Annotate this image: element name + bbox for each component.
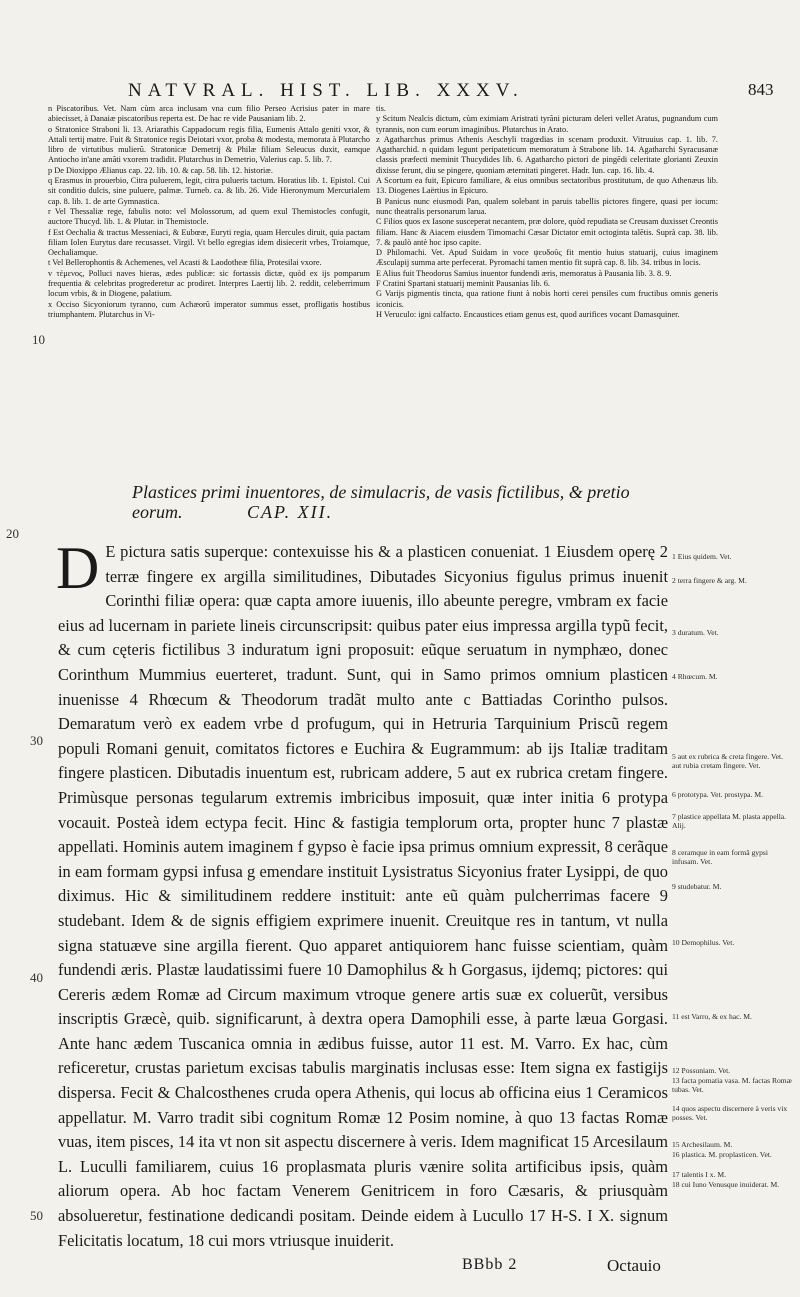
margin-note: 7 plastice appellata M. plasta appella. Alij.: [672, 812, 787, 830]
margin-note: 15 Archesilaum. M.: [672, 1140, 733, 1149]
margin-note: 6 prototypa. Vet. prostypa. M.: [672, 790, 763, 799]
line-number: 40: [30, 970, 43, 985]
note: x Occiso Sicyoniorum tyranno, cum Achæorũ imperator summus esset, profligatis hostibus triumphantem. Plutarchus in Vi-: [48, 299, 370, 319]
note: D Philomachi. Vet. Apud Suidam in voce ψευδοῦς fit mentio huius statuarij, cuius imaginem Æsculapij summa arte perfecerat. Pyromachi tamen mentio fit suprà cap. 8. lib. 34. tribus in locis.: [376, 248, 718, 268]
page-number: 843: [748, 80, 774, 99]
line-number: 10: [32, 332, 45, 347]
line-number: 50: [30, 1208, 43, 1223]
main-text: [56, 535, 668, 1253]
note: n Piscatoribus. Vet. Nam cùm arca inclusam vna cum filio Perseo Acrisius pater in mare abiecisset, à Danaiæ piscatoribus reperta est. De hac re vide Pausaniam lib. 2.: [48, 104, 370, 124]
note: z Agatharchus primus Athenis Aeschyli tragœdias in scenam produxit. Vitruuius cap. 1. lib. 7. Agatharchid. n quidam legunt peripateticum memoratum à Strabone lib. 14. Agatharchi Syracusanæ classis præfecti meminit Thucydides lib. 6. Agatharcho pictori de pingēdi celeritate glorianti Zeuxin dixisse ferunt, diu se pingere, quoniam æternitati pingeret. Hadr. Iun. cap. 16. lib. 4.: [376, 134, 718, 175]
note: f Est Oechalia & tractus Messeniaci, & Eubœæ, Euryti regia, quam Hercules diruit, quia pactam filiam Iolen Eurytus dare recusasset. Virgil. Vt bello egregias idem disiecerit vrbes, Troiamque, Oechaliamque.: [48, 227, 370, 258]
note: B Panicus nunc eiusmodi Pan, qualem solebant in paruis tabellis pictores fingere, quasi per iocum: nunc theatralis personarum larua.: [376, 196, 718, 216]
body-text: E pictura satis superque: contexuisse his & a plasticen conueniat. 1 Eiusdem operę 2 terræ fingere ex argilla similitudines, Dibutades Sicyonius figulus primus inuenit Corinthi filiæ opera: quæ capta amore iuuenis, illo abeunte peregre, vmbram ex facie eius ad lucernam in pariete lineis circunscripsit: quibus pater eius impressa argilla typũ fecit, & cum cęteris fictilibus 3 induratum igni proposuit: eũque seruatum in nymphæo, donec Corinthum Mummius euerteret, tradunt. Sunt, qui in Samo primos omnium plasticen inuenisse 4 Rhœcum & Theodorum tradãt multo ante c Battiadas Corintho pulsos. Demaratum verò ex eadem vrbe d profugum, qui in Hetruria Tarquinium Priscũ regem populi Romani genuit, comitatos fictores e Euchira & Eugrammum: ab ijs Italiæ traditam fingere plasticen. Dibutadis inuentum est, rubricam addere, 5 aut ex rubrica cretam fingere. Primùsque personas tegularum extremis imbricibus imposuit, quæ inter initia 6 protypa vocauit. Posteà idem ectypa fecit. Hinc & fastigia templorum orta, propter hunc 7 plastæ appellati. Hominis autem imaginem f gypso è facie ipsa primus omnium expressit, 8 cerãque in eam formam gypsi infusa g emendare instituit Lysistratus Sicyonius frater Lysippi, de quo diximus. Hic & similitudinem reddere instituit: ante eũ quàm pulcherrimas facere 9 studebant. Idem & de signis effigiem exprimere inuenit. Creuitque res in tantum, vt nulla signa statuæve sine argilla fierent. Quo apparet antiquiorem hanc fuisse scientiam, quàm fundendi æris. Plastæ laudatissimi fuere 10 Damophilus & h Gorgasus, ijdemq; pictores: qui Cereris ædem Romæ ad Circum maximum vtroque genere artis suæ ex coluerũt, versibus inscriptis Græcè, quib. significarunt, à dextra opera Damophili esse, à parte læua Gorgasi. Ante hanc ædem Tuscanica omnia in ædibus fuisse, autor 11 est. M. Varro. Ex hac, cùm reficeretur, crustas parietum excisas tabulis marginatis inclusas esse: Item signa ex fastigijs dispersa. Fecit & Chalcosthenes cruda opera Athenis, qui locus ab officina eius 1 Ceramicos appellatur. M. Varro tradit sibi cognitum Romæ 12 Posim nomine, à quo 13 factas Romæ vuas, item pisces, 14 ita vt non sit aspectu discernere à veris. Idem magnificat 15 Arcesilaum L. Luculli familiarem, cuius 16 proplasmata pluris vænire solita artificibus ipsis, quàm aliorum opera. Ab hoc factam Venerem Genitricem in foro Cæsaris, & priusquàm absolueretur, festinatione dedicandi positam. Deinde eidem à Lucullo 17 H-S. I X. signum Felicitatis locatum, 18 cui mors vtriusque inuiderit.: [58, 542, 668, 1250]
chapter-title: Plastices primi inuentores, de simulacris, de vasis fictilibus, & pretio eorum.: [132, 482, 630, 522]
margin-note: 12 Possuniam. Vet.: [672, 1066, 731, 1075]
note: G Varijs pigmentis tincta, qua ratione fiunt à nobis horti cerei pensiles cum fructibus omnis generis iconicis.: [376, 289, 718, 309]
note: E Alius fuit Theodorus Samius inuentor fundendi æris, memoratus à Pausania lib. 3. 8. 9.: [376, 268, 672, 278]
note: r Vel Thessaliæ rege, fabulis noto: vel Molossorum, ad quem exul Themistocles confugit, auctore Thucyd. lib. 1. & Plutar. in Themistocle.: [48, 206, 370, 227]
margin-note: 13 facta pomatia vasa. M. factas Romæ tubas. Vet.: [672, 1076, 792, 1094]
note: t Vel Bellerophontis & Achemenes, vel Acasti & Laodotheæ filia, Protesilai vxore.: [48, 258, 322, 268]
line-number: 30: [30, 733, 43, 748]
margin-note: 17 talentis I x. M.: [672, 1170, 726, 1179]
note: H Veruculo: igni calfacto. Encaustices etiam genus est, quod aurifices vocant Damasquiner.: [376, 309, 680, 319]
note: F Cratini Spartani statuarij meminit Pausanias lib. 6.: [376, 279, 550, 289]
margin-note: 9 studebatur. M.: [672, 882, 722, 891]
margin-note: 18 cui Iuno Venusque inuiderat. M.: [672, 1180, 780, 1189]
chapter-heading: [132, 482, 672, 522]
margin-note: 1 Eius quidem. Vet.: [672, 552, 732, 561]
note: o Stratonice Straboni li. 13. Ariarathis Cappadocum regis filia, Eumenis Attalo geniti vxor, & Attali tertij matre. Fuit & Stratonice regis Deiotari vxor, proba & modesta, memorata à Plutarcho libro de virtutibus mulierũ. Stratonicæ Demetrij & Philæ filiam Seleucus duxit, eamque Antiocho in'ane amãti vxorem tradidit. Plutarchus in Demetrio, Valerius cap. 5. lib. 7.: [48, 124, 371, 165]
note: q Erasmus in prouerbio, Citra puluerem, legit, citra pulueris tactum. Horatius lib. 1. Epistol. Cui sit conditio dulcis, sine puluere, palmæ. Turneb. ca. & lib. 26. Vide Hieronymum Mercurialem cap. 8. lib. 1. de arte Gymnastica.: [48, 176, 370, 206]
note: y Scitum Nealcis dictum, cùm eximiam Aristrati tyrãni picturam deleri vellet Aratus, pugnandum cum tyrannis, non cum eorum imaginibus. Plutarchus in Arato.: [376, 114, 718, 134]
running-title: NATVRAL. HIST. LIB. XXXV.: [128, 80, 524, 101]
margin-note: 4 Rhœcum. M.: [672, 672, 718, 681]
page-header: [0, 80, 800, 104]
margin-note: 3 duratum. Vet.: [672, 628, 719, 637]
note: A Scortum ea fuit, Epicuro familiare, & eius omnibus sectatoribus prostitutum, de quo Athenæus lib. 13. Diogenes Laërtius in Epicuro.: [376, 176, 718, 196]
margin-note: 5 aut ex rubrica & creta fingere. Vet. aut rubia cretam fingere. Vet.: [672, 752, 783, 770]
line-number: 20: [6, 526, 19, 541]
note: tis.: [376, 104, 386, 113]
catchword: Octauio: [607, 1256, 661, 1275]
margin-note: 14 quos aspectu discernere à veris vix posses. Vet.: [672, 1104, 788, 1122]
signature-mark: BBbb 2: [462, 1256, 518, 1273]
margin-note: 10 Demophilus. Vet.: [672, 938, 735, 947]
margin-note: 16 plastica. M. proplasticen. Vet.: [672, 1150, 772, 1159]
chapter-number: CAP. XII.: [247, 502, 334, 522]
margin-note: 8 ceramque in eam formã gypsi infusam. Vet.: [672, 848, 768, 866]
margin-note: 11 est Varro, & ex hac. M.: [672, 1012, 752, 1021]
paragraph: [56, 535, 668, 1253]
note: p De Dioxippo Ælianus cap. 22. lib. 10. & cap. 58. lib. 12. historiæ.: [48, 165, 273, 175]
notes-column-right: [376, 104, 718, 320]
note: C Filios quos ex Iasone susceperat necantem, præ dolore, quòd repudiata se Creusam duxisset Creontis filiam. Hanc & Aiacem eiusdem Timomachi Cæsar Dictator emit octoginta talẽtis. Suprà cap. 38. lib. 7. & paulò antè hoc ipso capite.: [376, 217, 718, 247]
margin-note: 2 terra fingere & arg. M.: [672, 576, 747, 585]
note: v τέμενος, Polluci naves hieras, ædes publicæ: sic fortassis dictæ, quòd ex ijs pomparum frequentia & celebritas progrederetur ac prodiret. Interpres Laertij lib. 2. reddit, celeberrimum locum vrbis, & in Diogene, palatium.: [48, 268, 370, 299]
drop-cap: D: [56, 535, 100, 601]
notes-column-left: [48, 104, 370, 320]
